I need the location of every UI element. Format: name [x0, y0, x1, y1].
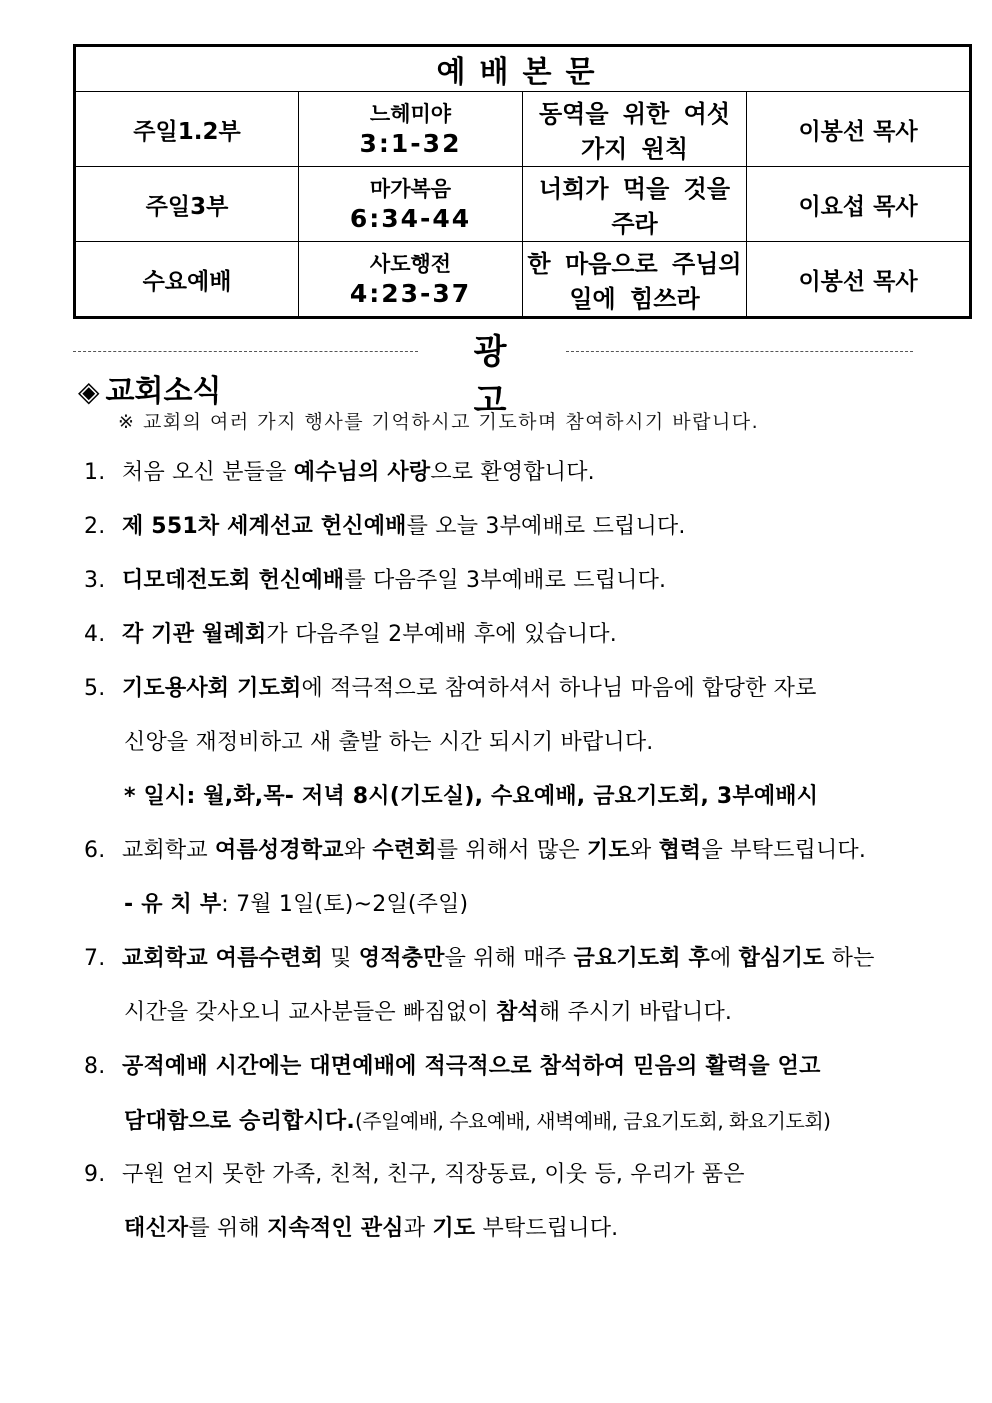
item-text: 와: [343, 838, 373, 863]
sermon-table: [73, 44, 972, 319]
list-item-schedule: [84, 770, 964, 824]
list-item: [84, 1040, 964, 1094]
item-text: 처음 오신 분들을: [122, 460, 294, 485]
list-item: [84, 500, 964, 554]
item-text: 교회학교: [122, 838, 216, 863]
list-item: [84, 446, 964, 500]
dashed-divider: [73, 351, 418, 352]
section-title: 교회소식: [105, 374, 222, 409]
list-item: [84, 608, 964, 662]
passage-cell: [299, 167, 523, 242]
item-emphasis: 담대함으로 승리합시다.: [124, 1109, 355, 1134]
passage-verse: 6:34-44: [349, 204, 472, 233]
item-text: 에 적극적으로 참여하셔서 하나님 마음에 합당한 자로: [301, 676, 817, 701]
item-emphasis: 기도: [587, 838, 630, 863]
service-cell: 주일1.2부: [75, 92, 299, 167]
announcement-list: [84, 446, 964, 1256]
item-emphasis: 기도: [432, 1216, 476, 1241]
item-emphasis: 공적예배 시간에는 대면예배에 적극적으로 참석하여 믿음의 활력을 얻고: [122, 1054, 821, 1079]
item-text: 을 부탁드립니다.: [701, 838, 867, 863]
sermon-title-cell: 한 마음으로 주님의 일에 힘쓰라: [523, 242, 747, 318]
item-emphasis: 여름성경학교: [215, 838, 344, 863]
item-emphasis: 영적충만: [358, 946, 445, 971]
list-item: [84, 824, 964, 878]
item-text: 으로 환영합니다.: [430, 460, 595, 485]
passage-cell: [299, 92, 523, 167]
passage-book: 사도행전: [369, 252, 452, 276]
section-heading: [78, 366, 221, 410]
item-text: 를 위해서 많은: [436, 838, 588, 863]
item-number: 4.: [84, 622, 106, 647]
item-text: 와: [629, 838, 659, 863]
item-number: 3.: [84, 568, 106, 593]
item-text: 신앙을 재정비하고 새 출발 하는 시간 되시기 바랍니다.: [124, 730, 654, 755]
item-text: : 7월 1일(토)~2일(주일): [221, 892, 469, 917]
list-item-continuation: [84, 878, 964, 932]
item-text: 해 주시기 바랍니다.: [538, 1000, 733, 1025]
item-text: (주일예배, 수요예배, 새벽예배, 금요기도회, 화요기도회): [354, 1109, 831, 1133]
item-text: 을 위해 매주: [444, 946, 574, 971]
item-text: 가 다음주일 2부예배 후에 있습니다.: [266, 622, 617, 647]
item-number: 7.: [84, 946, 106, 971]
diamond-bullet-icon: ◈: [78, 375, 100, 408]
preacher-cell: 이봉선 목사: [747, 92, 971, 167]
item-emphasis: 교회학교 여름수련회: [122, 946, 323, 971]
passage-verse: 4:23-37: [349, 279, 472, 308]
item-text: 에: [710, 946, 739, 971]
item-text: 부탁드립니다.: [475, 1216, 619, 1241]
item-text: 를 위해: [188, 1216, 268, 1241]
item-emphasis: 수련회: [372, 838, 437, 863]
list-item-continuation: [84, 716, 964, 770]
preacher-cell: 이봉선 목사: [747, 242, 971, 318]
service-cell: 주일3부: [75, 167, 299, 242]
list-item-continuation: [84, 1094, 964, 1148]
item-number: 6.: [84, 838, 106, 863]
item-emphasis: 지속적인 관심: [267, 1216, 404, 1241]
list-item: [84, 554, 964, 608]
sermon-title-cell: 너희가 먹을 것을 주라: [523, 167, 747, 242]
item-number: 1.: [84, 460, 106, 485]
list-item: [84, 932, 964, 986]
section-note: ※ 교회의 여러 가지 행사를 기억하시고 기도하며 참여하시기 바랍니다.: [118, 411, 760, 433]
item-number: 9.: [84, 1162, 106, 1187]
table-row: [75, 167, 971, 242]
item-text: 구원 얻지 못한 가족, 친척, 친구, 직장동료, 이웃 등, 우리가 품은: [122, 1162, 745, 1187]
sermon-table-title: 예배본문: [75, 46, 971, 92]
table-row: [75, 92, 971, 167]
item-text: 하는: [824, 946, 875, 971]
item-emphasis: 디모데전도회 헌신예배: [122, 568, 345, 593]
table-row: [75, 242, 971, 318]
item-emphasis: 금요기도회 후: [573, 946, 711, 971]
sermon-title-cell: 동역을 위한 여섯 가지 원칙: [523, 92, 747, 167]
item-emphasis: 각 기관 월례회: [122, 622, 267, 647]
passage-cell: [299, 242, 523, 318]
list-item: [84, 662, 964, 716]
item-emphasis: 협력: [658, 838, 702, 863]
announcements-title: 광고: [473, 332, 541, 421]
item-text: 를 다음주일 3부예배로 드립니다.: [344, 568, 667, 593]
item-text: 과: [403, 1216, 433, 1241]
preacher-cell: 이요섭 목사: [747, 167, 971, 242]
item-emphasis: - 유 치 부: [124, 892, 222, 917]
item-emphasis: 제 551차 세계선교 헌신예배: [122, 514, 407, 539]
item-text: 및: [322, 946, 359, 971]
service-cell: 수요예배: [75, 242, 299, 318]
list-item-continuation: [84, 986, 964, 1040]
passage-verse: 3:1-32: [359, 129, 462, 158]
item-emphasis: 태신자: [124, 1216, 189, 1241]
list-item-continuation: [84, 1202, 964, 1256]
item-emphasis: 합심기도: [738, 946, 825, 971]
item-emphasis: * 일시: 월,화,목- 저녁 8시(기도실), 수요예배, 금요기도회, 3부예배시: [124, 784, 819, 809]
passage-book: 느헤미야: [369, 102, 452, 126]
item-text: 를 오늘 3부예배로 드립니다.: [406, 514, 686, 539]
item-number: 2.: [84, 514, 106, 539]
item-text: 시간을 갖사오니 교사분들은 빠짐없이: [124, 1000, 497, 1025]
passage-book: 마가복음: [369, 177, 452, 201]
item-number: 5.: [84, 676, 106, 701]
item-number: 8.: [84, 1054, 106, 1079]
dashed-divider: [566, 351, 913, 352]
item-emphasis: 참석: [496, 1000, 539, 1025]
item-emphasis: 기도용사회 기도회: [122, 676, 302, 701]
item-emphasis: 예수님의 사랑: [293, 460, 431, 485]
list-item: [84, 1148, 964, 1202]
